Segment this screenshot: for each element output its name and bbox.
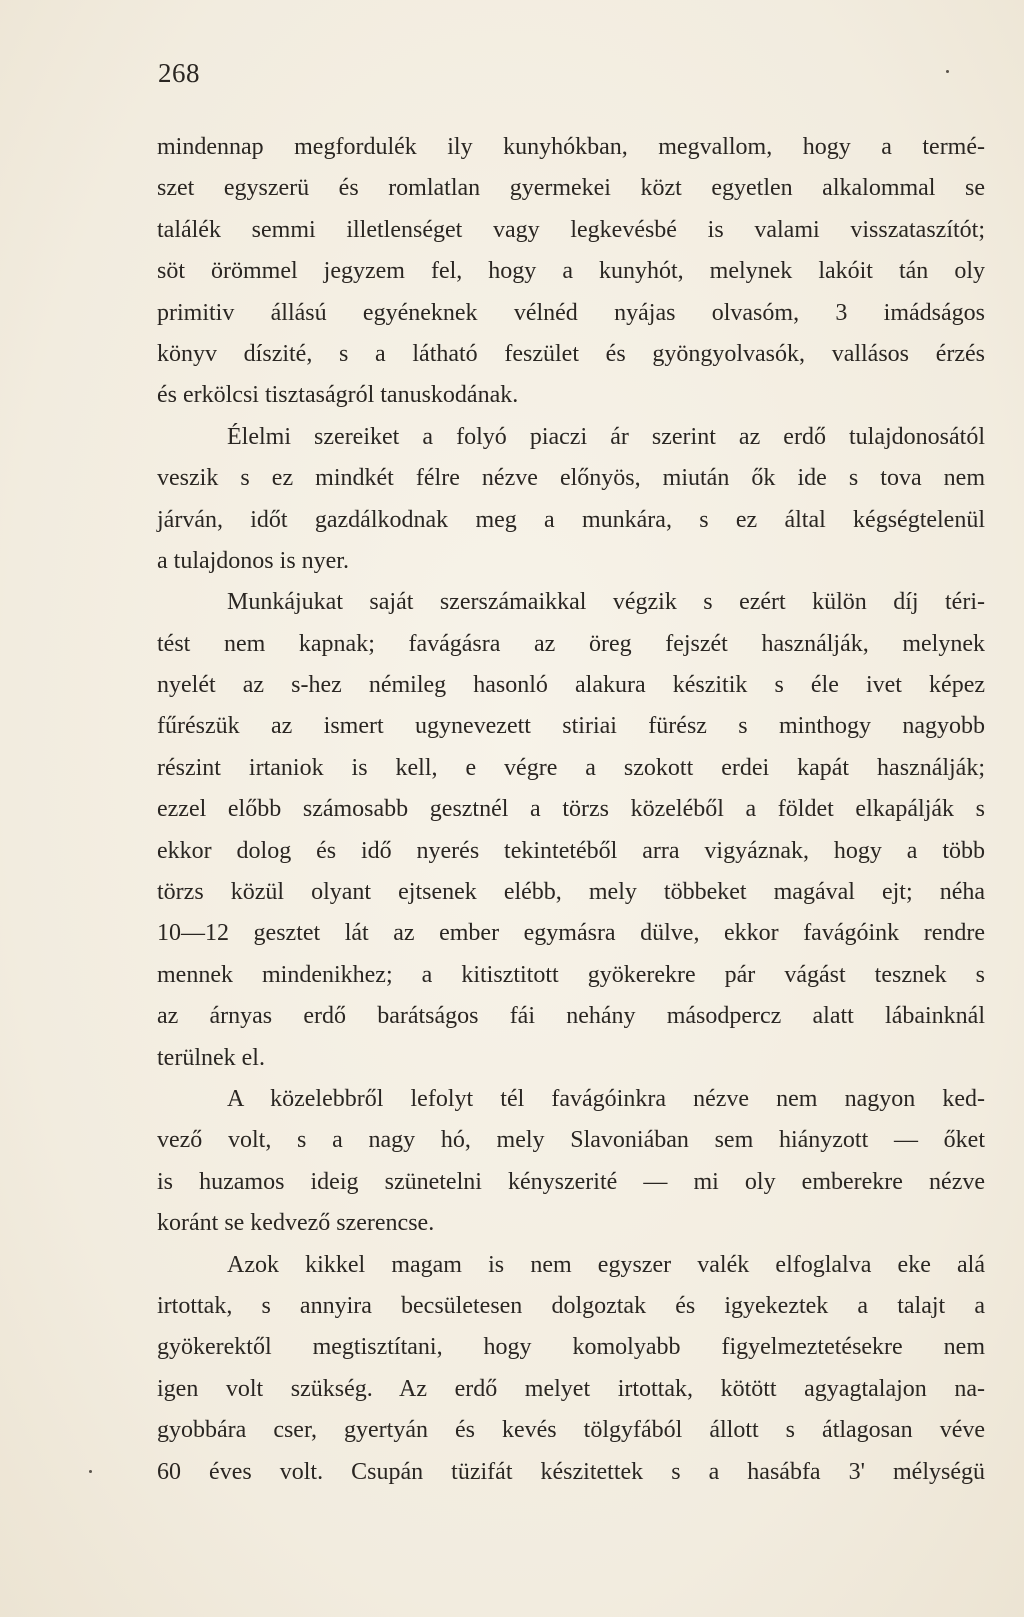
text-line: szet egyszerü és romlatlan gyermekei közt egyetlen alkalommal se	[157, 175, 985, 202]
text-line: a tulajdonos is nyer.	[157, 547, 349, 574]
text-line: és erkölcsi tisztaságról tanuskodának.	[157, 382, 519, 409]
print-speck	[89, 1470, 92, 1473]
text-line: járván, időt gazdálkodnak meg a munkára, s ez által kégségtelenül	[157, 506, 985, 533]
text-line: mennek mindenikhez; a kitisztitott gyökerekre pár vágást tesznek s	[157, 961, 985, 988]
print-speck	[946, 70, 949, 73]
text-line: találék semmi illetlenséget vagy legkevésbé is valami visszataszítót;	[157, 216, 985, 243]
text-line: koránt se kedvező szerencse.	[157, 1210, 435, 1237]
text-line: törzs közül olyant ejtsenek elébb, mely többeket magával ejt; néha	[157, 879, 985, 906]
text-line: irtottak, s annyira becsületesen dolgoztak és igyekeztek a talajt a	[157, 1292, 985, 1319]
body-text	[157, 127, 985, 1493]
text-line: az árnyas erdő barátságos fái nehány másodpercz alatt lábainknál	[157, 1003, 985, 1030]
text-line: Élelmi szereiket a folyó piaczi ár szerint az erdő tulajdonosától	[227, 423, 985, 450]
text-line: is huzamos ideig szünetelni kényszerité — mi oly emberekre nézve	[157, 1168, 985, 1195]
text-line: Munkájukat saját szerszámaikkal végzik s ezért külön díj téri-	[227, 589, 985, 616]
text-line: veszik s ez mindkét félre nézve előnyös, miután ők ide s tova nem	[157, 465, 985, 492]
text-line: söt örömmel jegyzem fel, hogy a kunyhót, melynek lakóit tán oly	[157, 258, 985, 285]
text-line: terülnek el.	[157, 1044, 265, 1071]
text-line: igen volt szükség. Az erdő melyet irtottak, kötött agyagtalajon na-	[157, 1375, 985, 1402]
text-line: gyobbára cser, gyertyán és kevés tölgyfából állott s átlagosan véve	[157, 1417, 985, 1444]
text-line: gyökerektől megtisztítani, hogy komolyabb figyelmeztetésekre nem	[157, 1334, 985, 1361]
text-line: könyv díszité, s a látható feszület és gyöngyolvasók, vallásos érzés	[157, 340, 985, 367]
text-line: mindennap megfordulék ily kunyhókban, megvallom, hogy a termé-	[157, 134, 985, 160]
text-line: fűrészük az ismert ugynevezett stiriai fürész s minthogy nagyobb	[157, 713, 985, 740]
page-number: 268	[158, 58, 200, 88]
text-line: ezzel előbb számosabb gesztnél a törzs közeléből a földet elkapálják s	[157, 796, 985, 823]
text-line: 10—12 gesztet lát az ember egymásra dülve, ekkor favágóink rendre	[157, 920, 985, 947]
text-line: tést nem kapnak; favágásra az öreg fejszét használják, melynek	[157, 630, 985, 657]
text-line: A közelebbről lefolyt tél favágóinkra nézve nem nagyon ked-	[227, 1085, 985, 1112]
text-line: 60 éves volt. Csupán tüzifát készitettek s a hasábfa 3' mélységü	[157, 1458, 985, 1485]
text-line: ekkor dolog és idő nyerés tekintetéből arra vigyáznak, hogy a több	[157, 837, 985, 864]
text-line: vező volt, s a nagy hó, mely Slavoniában sem hiányzott — őket	[157, 1127, 985, 1154]
text-line: Azok kikkel magam is nem egyszer valék elfoglalva eke alá	[227, 1251, 985, 1278]
text-line: primitiv állású egyéneknek vélnéd nyájas olvasóm, 3 imádságos	[157, 299, 985, 326]
text-line: nyelét az s-hez némileg hasonló alakura készitik s éle ivet képez	[157, 672, 985, 699]
text-line: részint irtaniok is kell, e végre a szokott erdei kapát használják;	[157, 754, 985, 781]
